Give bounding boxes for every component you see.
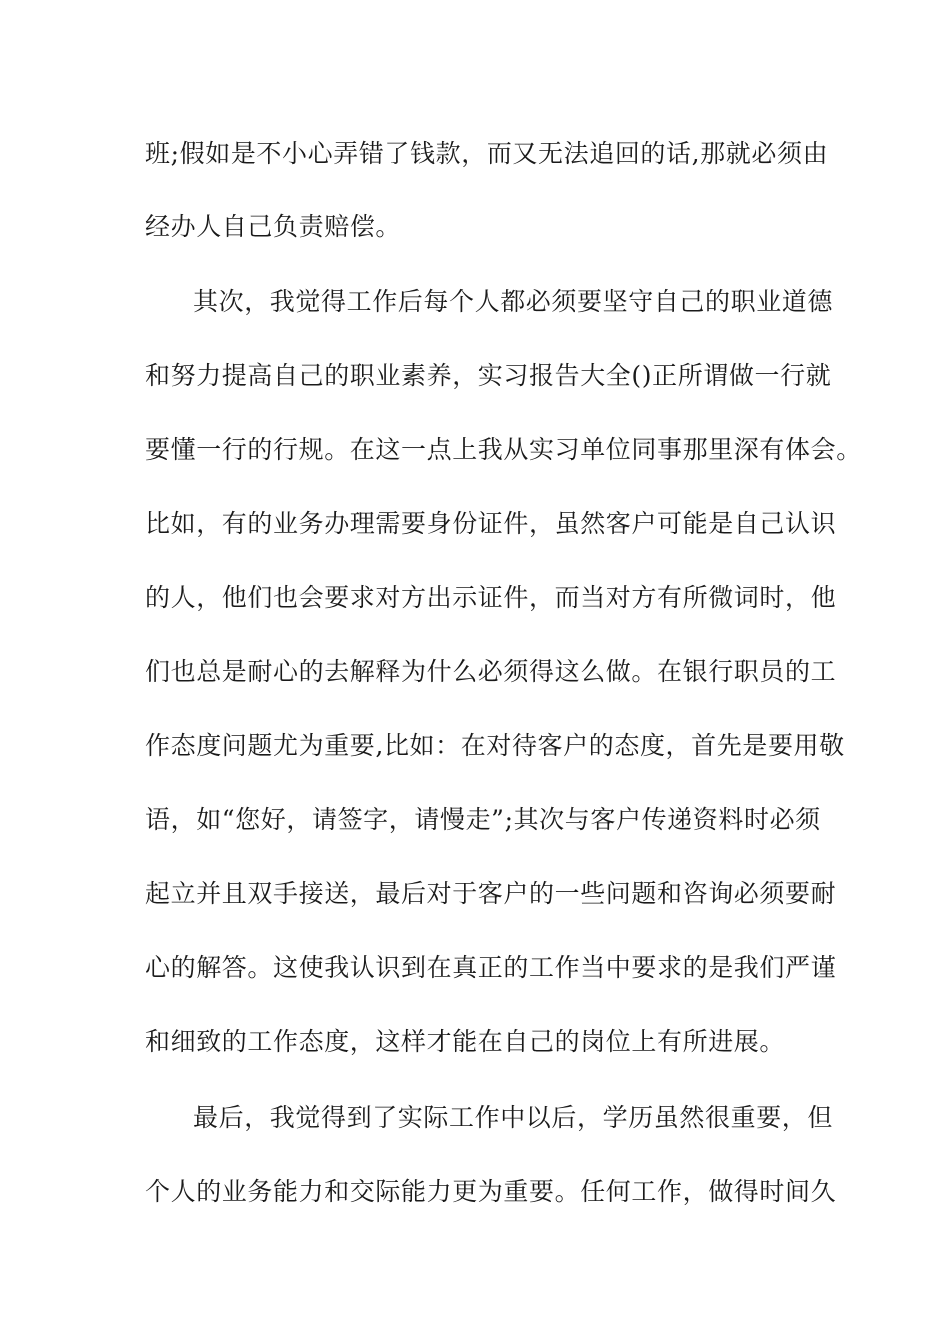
- text-line: 班;假如是不小心弄错了钱款，而又无法追回的话,那就必须由: [145, 139, 829, 168]
- text-line: 心的解答。这使我认识到在真正的工作当中要求的是我们严谨: [145, 953, 837, 982]
- text-line: 经办人自己负责赔偿。: [145, 212, 402, 241]
- paragraph-start-line: 最后，我觉得到了实际工作中以后，学历虽然很重要，但: [193, 1103, 834, 1132]
- text-line: 要懂一行的行规。在这一点上我从实习单位同事那里深有体会。: [145, 435, 862, 464]
- text-line: 的人，他们也会要求对方出示证件，而当对方有所微词时，他: [145, 583, 837, 612]
- text-line: 个人的业务能力和交际能力更为重要。任何工作，做得时间久: [145, 1177, 837, 1206]
- paragraph-start-line: 其次，我觉得工作后每个人都必须要坚守自己的职业道德: [193, 287, 834, 316]
- text-line: 语，如“您好，请签字，请慢走”;其次与客户传递资料时必须: [145, 805, 821, 834]
- text-line: 和努力提高自己的职业素养，实习报告大全()正所谓做一行就: [145, 361, 832, 390]
- text-line: 起立并且双手接送，最后对于客户的一些问题和咨询必须要耐: [145, 879, 837, 908]
- text-line: 比如，有的业务办理需要身份证件，虽然客户可能是自己认识: [145, 509, 837, 538]
- text-line: 和细致的工作态度，这样才能在自己的岗位上有所进展。: [145, 1027, 786, 1056]
- text-line: 们也总是耐心的去解释为什么必须得这么做。在银行职员的工: [145, 657, 837, 686]
- text-line: 作态度问题尤为重要,比如：在对待客户的态度，首先是要用敬: [145, 731, 845, 760]
